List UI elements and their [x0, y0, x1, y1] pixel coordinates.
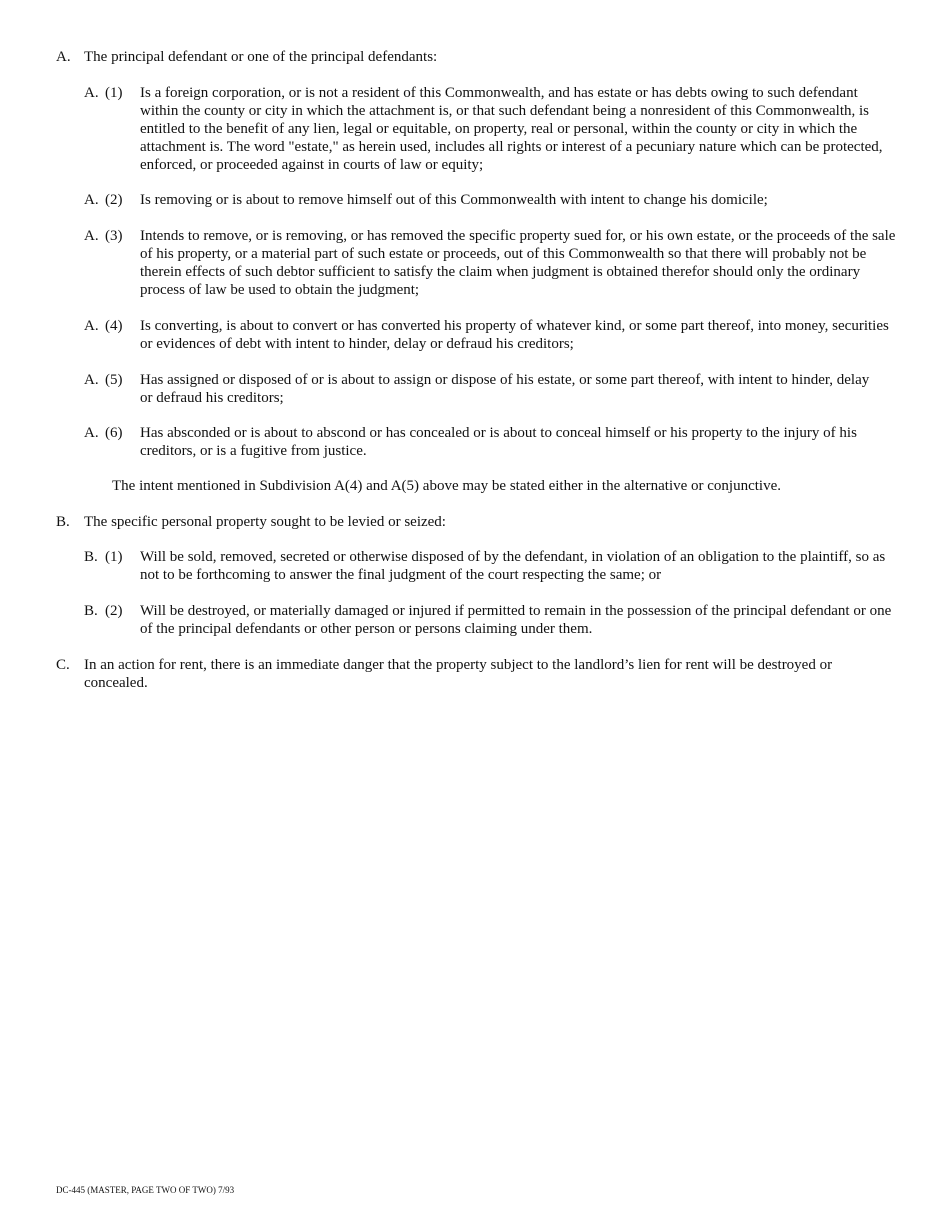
item-a5-letter: A. — [84, 372, 99, 388]
item-a6-number: (6) — [105, 425, 123, 441]
item-b1-letter: B. — [84, 549, 98, 565]
intent-note: The intent mentioned in Subdivision A(4) and A(5) above may be stated either in the alternative or conjunctive. — [112, 478, 781, 494]
item-b2-number: (2) — [105, 603, 123, 619]
section-c-letter: C. — [56, 657, 70, 673]
form-footer: DC-445 (MASTER, PAGE TWO OF TWO) 7/93 — [56, 1185, 235, 1195]
item-a1-letter: A. — [84, 85, 99, 101]
item-a6-text: Has absconded or is about to abscond or has concealed or is about to conceal himself or his property to the injury of his creditors, or is a fugitive from justice. — [140, 425, 857, 459]
item-b1-text: Will be sold, removed, secreted or otherwise disposed of by the defendant, in violation of an obligation to the plaintiff, so as not to be forthcoming to answer the final judgment of the court respecting the same; or — [140, 549, 886, 583]
item-a2-letter: A. — [84, 192, 99, 208]
item-a3-letter: A. — [84, 228, 99, 244]
item-a5-text: Has assigned or disposed of or is about to assign or dispose of his estate, or some part thereof, with intent to hinder, delay or defraud his creditors; — [140, 372, 870, 406]
section-a-text: The principal defendant or one of the principal defendants: — [84, 49, 438, 65]
item-a2-text: Is removing or is about to remove himself out of this Commonwealth with intent to change his domicile; — [140, 192, 768, 208]
section-c-text: In an action for rent, there is an immediate danger that the property subject to the landlord’s lien for rent will be destroyed or concealed. — [84, 657, 833, 691]
item-a1-number: (1) — [105, 85, 123, 101]
item-a1-text: Is a foreign corporation, or is not a resident of this Commonwealth, and has estate or has debts owing to such defendant within the county or city in which the attachment is, or that such defendant being a nonresident of this Commonwealth, is entitled to the benefit of any lien, legal or equitable, on property, real or personal, within the county or city in which the attachment is. The word "estate," as herein used, includes all rights or interest of a pecuniary nature which can be protected, enforced, or proceeded against in courts of law or equity; — [140, 85, 883, 173]
item-a4-letter: A. — [84, 318, 99, 334]
section-b-text: The specific personal property sought to be levied or seized: — [84, 514, 446, 530]
item-a3-text: Intends to remove, or is removing, or has removed the specific property sued for, or his own estate, or the proceeds of the sale of his property, or a material part of such estate or proceeds, out of this Commonwealth so that there will probably not be therein effects of such debtor sufficient to satisfy the claim when judgment is obtained therefor should only the ordinary process of law be used to obtain the judgment; — [140, 228, 896, 298]
item-b2-letter: B. — [84, 603, 98, 619]
item-a6-letter: A. — [84, 425, 99, 441]
section-a-letter: A. — [56, 49, 71, 65]
item-b2-text: Will be destroyed, or materially damaged or injured if permitted to remain in the possession of the principal defendant or one of the principal defendants or other person or persons claiming under them. — [140, 603, 892, 637]
item-a2-number: (2) — [105, 192, 123, 208]
item-a4-number: (4) — [105, 318, 123, 334]
section-b-letter: B. — [56, 514, 70, 530]
item-b1-number: (1) — [105, 549, 123, 565]
item-a5-number: (5) — [105, 372, 123, 388]
item-a3-number: (3) — [105, 228, 123, 244]
item-a4-text: Is converting, is about to convert or has converted his property of whatever kind, or some part thereof, into money, securities or evidences of debt with intent to hinder, delay or defraud his creditors; — [140, 318, 889, 352]
